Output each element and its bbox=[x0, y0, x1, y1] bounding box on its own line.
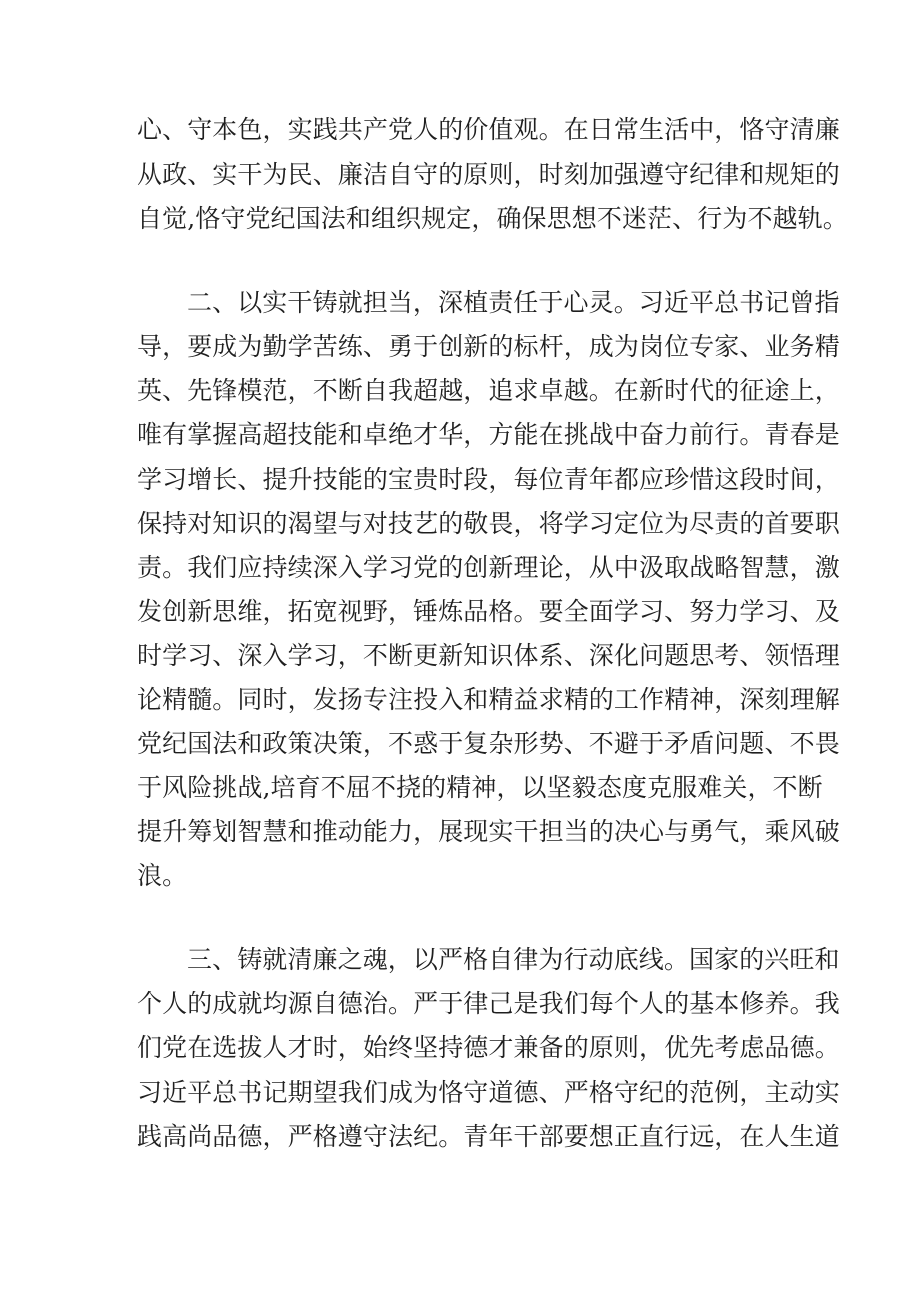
text-line: 导，要成为勤学苦练、勇于创新的标杆，成为岗位专家、业务精 bbox=[137, 332, 840, 361]
text-line: 从政、实干为民、廉洁自守的原则，时刻加强遵守纪律和规矩的 bbox=[137, 160, 840, 189]
text-line: 英、先锋模范，不断自我超越，追求卓越。在新时代的征途上， bbox=[137, 376, 840, 405]
text-line: 论精髓。同时，发扬专注投入和精益求精的工作精神，深刻理解 bbox=[137, 685, 840, 714]
text-line: 于风险挑战,培育不屈不挠的精神，以坚毅态度克服难关，不断 bbox=[137, 773, 823, 802]
text-line: 浪。 bbox=[137, 861, 188, 890]
text-line: 责。我们应持续深入学习党的创新理论，从中汲取战略智慧，激 bbox=[137, 553, 840, 582]
text-line: 时学习、深入学习，不断更新知识体系、深化问题思考、领悟理 bbox=[137, 641, 840, 670]
text-line: 提升筹划智慧和推动能力，展现实干担当的决心与勇气，乘风破 bbox=[137, 817, 840, 846]
text-line: 自觉,恪守党纪国法和组织规定，确保思想不迷茫、行为不越轨。 bbox=[137, 204, 848, 233]
text-line: 党纪国法和政策决策，不惑于复杂形势、不避于矛盾问题、不畏 bbox=[137, 729, 840, 758]
text-line: 三、铸就清廉之魂，以严格自律为行动底线。国家的兴旺和 bbox=[187, 945, 840, 974]
text-line: 学习增长、提升技能的宝贵时段，每位青年都应珍惜这段时间， bbox=[137, 465, 840, 494]
text-line: 践高尚品德，严格遵守法纪。青年干部要想正直行远，在人生道 bbox=[137, 1122, 840, 1151]
text-line: 二、以实干铸就担当，深植责任于心灵。习近平总书记曾指 bbox=[187, 288, 840, 317]
text-line: 习近平总书记期望我们成为恪守道德、严格守纪的范例，主动实 bbox=[137, 1078, 840, 1107]
text-line: 心、守本色，实践共产党人的价值观。在日常生活中，恪守清廉 bbox=[137, 115, 840, 144]
text-line: 保持对知识的渴望与对技艺的敬畏，将学习定位为尽责的首要职 bbox=[137, 509, 840, 538]
text-line: 个人的成就均源自德治。严于律己是我们每个人的基本修养。我 bbox=[137, 989, 840, 1018]
text-line: 发创新思维，拓宽视野，锤炼品格。要全面学习、努力学习、及 bbox=[137, 597, 840, 626]
text-line: 唯有掌握高超技能和卓绝才华，方能在挑战中奋力前行。青春是 bbox=[137, 420, 840, 449]
text-line: 们党在选拔人才时，始终坚持德才兼备的原则，优先考虑品德。 bbox=[137, 1033, 840, 1062]
